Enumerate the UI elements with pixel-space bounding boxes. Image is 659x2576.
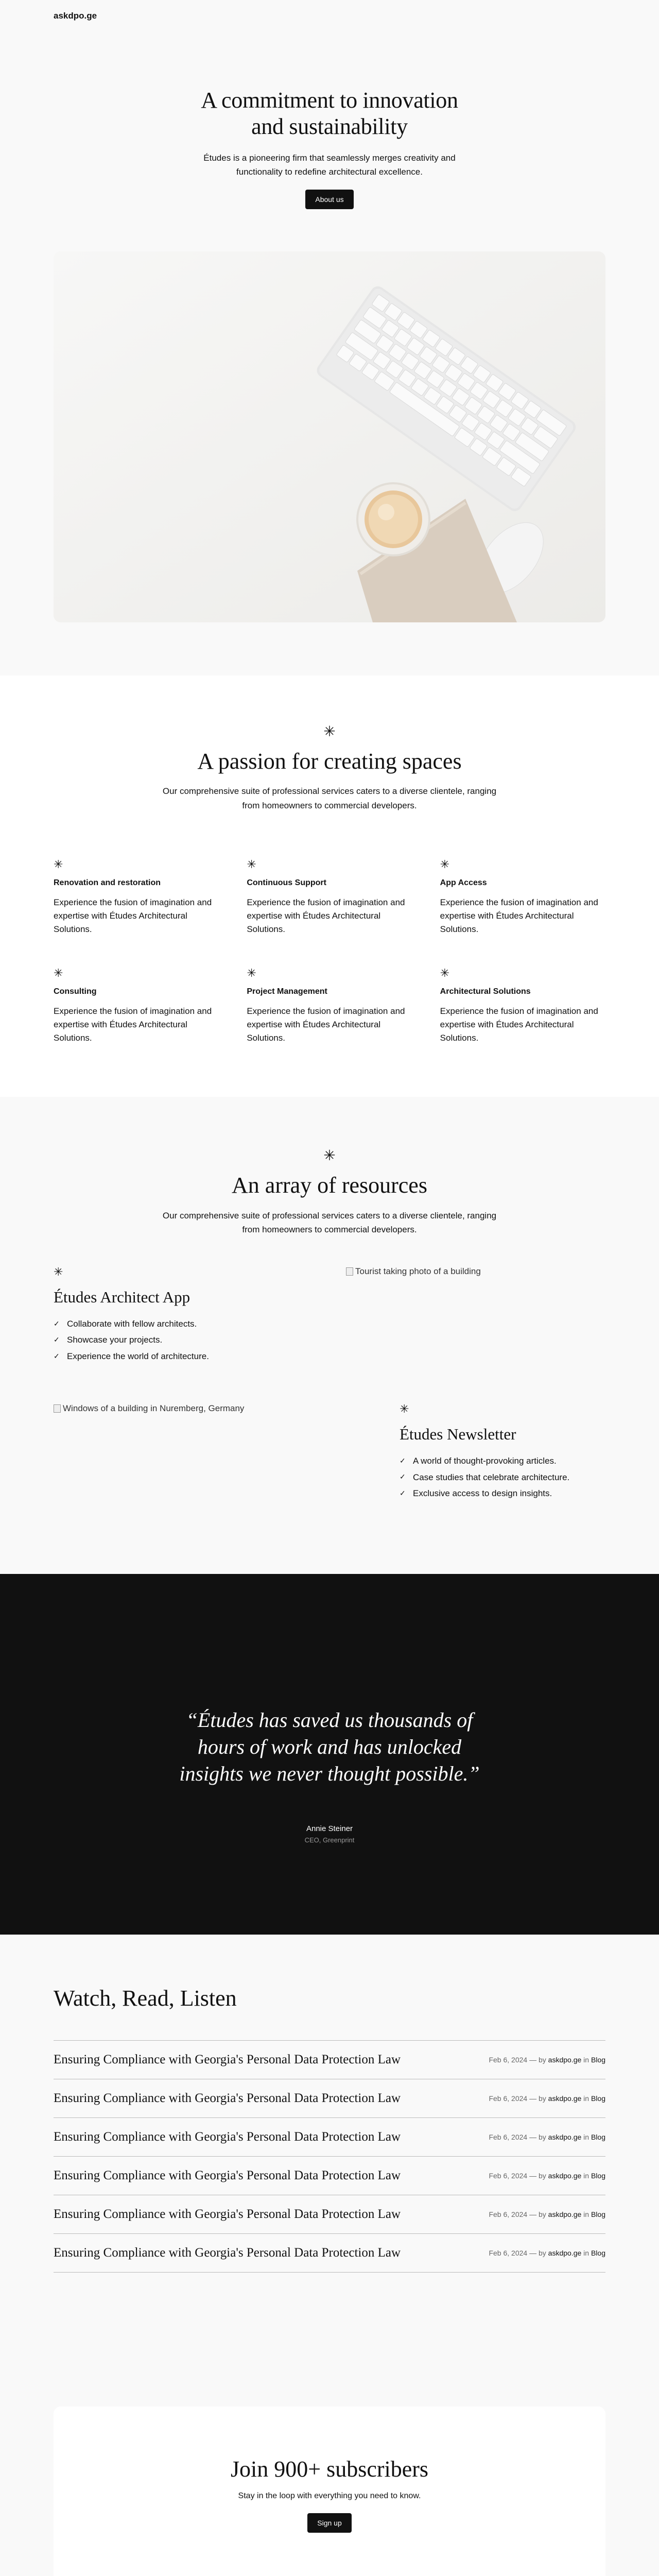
post-date: Feb 6, 2024 [489, 2248, 528, 2257]
post-title-link[interactable]: Ensuring Compliance with Georgia's Personal Data Protection Law [54, 2207, 401, 2221]
list-item-text: Experience the world of architecture. [67, 1351, 209, 1361]
service-title: Renovation and restoration [54, 878, 161, 887]
service-card [440, 859, 605, 937]
check-icon: ✓ [54, 1351, 60, 1360]
list-item [400, 1469, 605, 1485]
service-title: Architectural Solutions [440, 987, 531, 996]
post-meta [489, 2210, 605, 2218]
post-row [54, 2234, 605, 2273]
app-block [54, 1266, 301, 1364]
services-title: A passion for creating spaces [197, 748, 462, 774]
hero-title-line2: and sustainability [251, 113, 408, 139]
post-in: in [583, 2132, 589, 2141]
hero-title-line1: A commitment to innovation [201, 88, 458, 113]
check-icon: ✓ [54, 1335, 60, 1344]
subscribe-section [54, 2406, 605, 2576]
post-author-link[interactable]: askdpo.ge [548, 2210, 582, 2218]
testimonial-quote: “Études has saved us thousands of hours of work and has unlocked insights we never thought possible.” [179, 1708, 480, 1785]
hero-section [0, 32, 659, 622]
list-item-text: Case studies that celebrate architecture. [413, 1472, 570, 1482]
service-title: Project Management [247, 987, 327, 996]
service-card [247, 968, 412, 1045]
app-title: Études Architect App [54, 1287, 190, 1306]
post-date: Feb 6, 2024 [489, 2210, 528, 2218]
newsletter-block [400, 1403, 605, 1501]
service-title: App Access [440, 878, 487, 887]
post-date: Feb 6, 2024 [489, 2055, 528, 2064]
list-item-text: A world of thought-provoking articles. [413, 1456, 557, 1466]
service-text: Experience the fusion of imagination and expertise with Études Architectural Solutions. [247, 1006, 405, 1043]
post-in: in [583, 2171, 589, 2180]
post-category-link[interactable]: Blog [591, 2055, 605, 2064]
post-category-link[interactable]: Blog [591, 2248, 605, 2257]
service-card [247, 859, 412, 937]
image-alt-text: Tourist taking photo of a building [355, 1266, 481, 1276]
post-row [54, 2195, 605, 2234]
post-date: Feb 6, 2024 [489, 2132, 528, 2141]
check-icon: ✓ [400, 1456, 406, 1465]
post-by: — by [529, 2055, 546, 2064]
testimonial-role: CEO, Greenprint [304, 1836, 355, 1844]
post-category-link[interactable]: Blog [591, 2210, 605, 2218]
hero-image-keyboard-coffee [54, 251, 605, 622]
list-item [400, 1485, 605, 1501]
post-author-link[interactable]: askdpo.ge [548, 2094, 582, 2103]
post-title-link[interactable]: Ensuring Compliance with Georgia's Personal Data Protection Law [54, 2129, 401, 2144]
subscribe-text: Stay in the loop with everything you need to know. [238, 2491, 421, 2500]
hero-image-illustration [54, 251, 605, 622]
resources-section [0, 1097, 659, 1553]
post-category-link[interactable]: Blog [591, 2132, 605, 2141]
post-in: in [583, 2094, 589, 2103]
asterisk-icon: ✳ [440, 966, 450, 979]
service-text: Experience the fusion of imagination and expertise with Études Architectural Solutions. [247, 897, 405, 935]
post-list [54, 2040, 605, 2273]
tourist-photo-broken-image [346, 1266, 605, 1364]
service-title: Continuous Support [247, 878, 326, 887]
service-text: Experience the fusion of imagination and expertise with Études Architectural Solutions. [54, 897, 212, 935]
post-meta [489, 2172, 605, 2180]
broken-image-icon [54, 1404, 61, 1413]
list-item-text: Exclusive access to design insights. [413, 1488, 552, 1499]
post-by: — by [529, 2171, 546, 2180]
list-item-text: Collaborate with fellow architects. [67, 1318, 197, 1329]
post-in: in [583, 2210, 589, 2218]
check-icon: ✓ [400, 1488, 406, 1497]
newsletter-title: Études Newsletter [400, 1425, 516, 1444]
image-alt-text: Windows of a building in Nuremberg, Germany [63, 1403, 245, 1414]
app-row [54, 1266, 605, 1364]
asterisk-icon: ✳ [323, 1147, 336, 1163]
post-author-link[interactable]: askdpo.ge [548, 2171, 582, 2180]
post-title-link[interactable]: Ensuring Compliance with Georgia's Personal Data Protection Law [54, 2168, 401, 2182]
list-item [400, 1453, 605, 1469]
post-date: Feb 6, 2024 [489, 2094, 528, 2103]
check-icon: ✓ [54, 1319, 60, 1328]
asterisk-icon: ✳ [54, 1265, 63, 1278]
asterisk-icon: ✳ [54, 857, 63, 871]
post-category-link[interactable]: Blog [591, 2094, 605, 2103]
asterisk-icon: ✳ [247, 857, 256, 871]
service-title: Consulting [54, 987, 97, 996]
service-text: Experience the fusion of imagination and expertise with Études Architectural Solutions. [440, 1006, 598, 1043]
site-header [0, 0, 659, 32]
post-meta [489, 2094, 605, 2103]
service-card [54, 968, 219, 1045]
post-by: — by [529, 2094, 546, 2103]
sign-up-button[interactable]: Sign up [307, 2513, 351, 2533]
asterisk-icon: ✳ [440, 857, 450, 871]
list-item [54, 1348, 301, 1364]
check-icon: ✓ [400, 1472, 406, 1481]
post-author-link[interactable]: askdpo.ge [548, 2132, 582, 2141]
post-row [54, 2118, 605, 2157]
service-card [54, 859, 219, 937]
post-meta [489, 2056, 605, 2064]
list-item [54, 1316, 301, 1332]
app-feature-list [54, 1316, 301, 1364]
nuremberg-photo-broken-image [54, 1403, 352, 1501]
post-category-link[interactable]: Blog [591, 2171, 605, 2180]
site-title-link[interactable]: askdpo.ge [54, 11, 97, 21]
hero-title [0, 88, 659, 140]
post-row [54, 2157, 605, 2195]
post-title-link[interactable]: Ensuring Compliance with Georgia's Personal Data Protection Law [54, 2245, 401, 2260]
subscribe-title: Join 900+ subscribers [230, 2456, 429, 2482]
asterisk-icon: ✳ [54, 966, 63, 979]
post-in: in [583, 2248, 589, 2257]
service-text: Experience the fusion of imagination and expertise with Études Architectural Solutions. [440, 897, 598, 935]
broken-image-icon [346, 1267, 353, 1276]
post-row [54, 2041, 605, 2079]
service-card [440, 968, 605, 1045]
newsletter-feature-list [400, 1453, 605, 1501]
list-item-text: Showcase your projects. [67, 1335, 163, 1345]
post-author-link[interactable]: askdpo.ge [548, 2248, 582, 2257]
posts-section [0, 1935, 659, 2273]
testimonial-section [0, 1574, 659, 1935]
post-title-link[interactable]: Ensuring Compliance with Georgia's Personal Data Protection Law [54, 2091, 401, 2105]
post-date: Feb 6, 2024 [489, 2171, 528, 2180]
post-by: — by [529, 2248, 546, 2257]
newsletter-row [54, 1403, 605, 1501]
post-in: in [583, 2055, 589, 2064]
post-meta [489, 2249, 605, 2257]
post-meta [489, 2133, 605, 2141]
asterisk-icon: ✳ [323, 723, 336, 739]
posts-title: Watch, Read, Listen [54, 1985, 237, 2011]
service-text: Experience the fusion of imagination and expertise with Études Architectural Solutions. [54, 1006, 212, 1043]
post-by: — by [529, 2132, 546, 2141]
about-us-button[interactable]: About us [305, 190, 353, 209]
services-subtitle: Our comprehensive suite of professional services caters to a diverse clientele, ranging from homeowners to commercial developers. [162, 786, 497, 810]
post-row [54, 2079, 605, 2118]
asterisk-icon: ✳ [247, 966, 256, 979]
asterisk-icon: ✳ [400, 1402, 409, 1416]
testimonial-author: Annie Steiner [306, 1824, 353, 1833]
post-author-link[interactable]: askdpo.ge [548, 2055, 582, 2064]
list-item [54, 1332, 301, 1348]
resources-title: An array of resources [232, 1172, 427, 1198]
hero-text: Études is a pioneering firm that seamlessly merges creativity and functionality to redefine architectural excellence. [203, 153, 456, 177]
services-section [0, 675, 659, 1097]
post-by: — by [529, 2210, 546, 2218]
resources-subtitle: Our comprehensive suite of professional services caters to a diverse clientele, ranging from homeowners to commercial developers. [162, 1210, 497, 1234]
services-grid [54, 859, 605, 1045]
post-title-link[interactable]: Ensuring Compliance with Georgia's Personal Data Protection Law [54, 2052, 401, 2066]
